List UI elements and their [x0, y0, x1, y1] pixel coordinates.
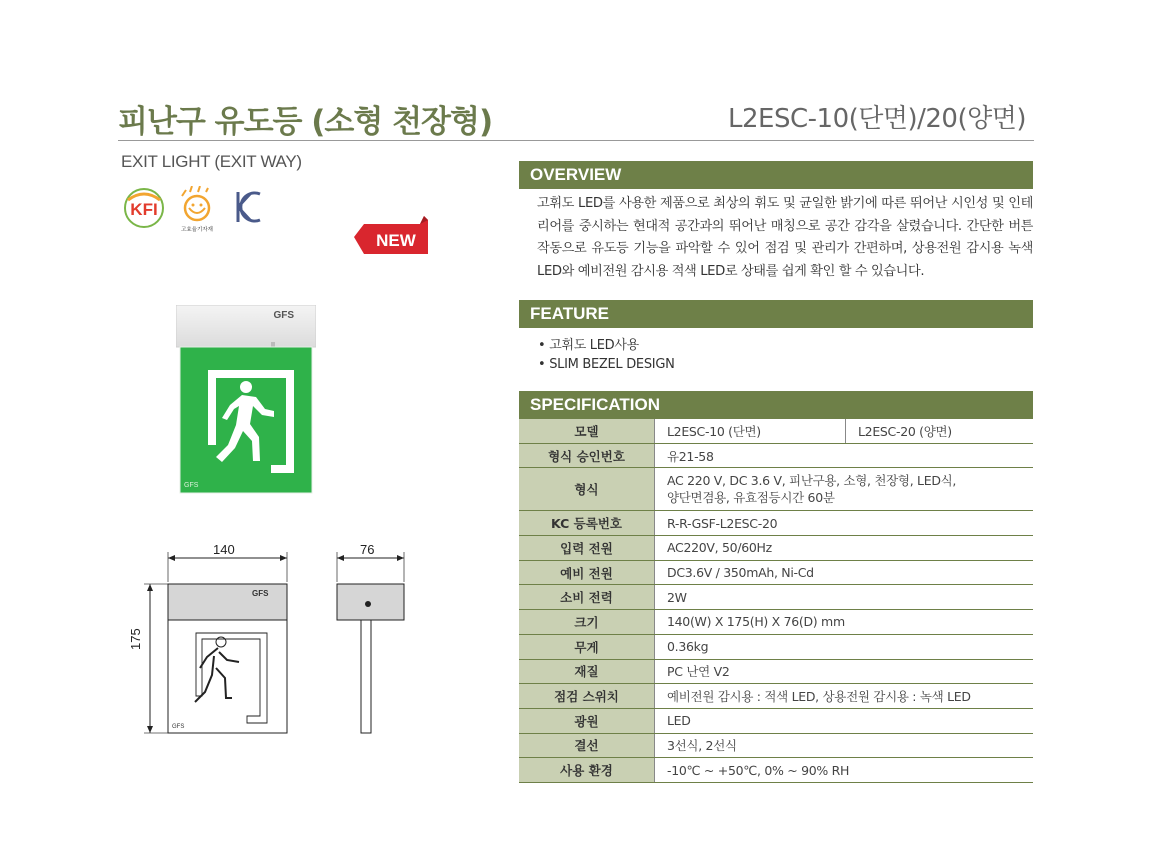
spec-value: PC 난연 V2 — [655, 659, 1034, 684]
spec-label: 형식 — [519, 468, 655, 511]
width-dimension-label: 140 — [213, 542, 235, 557]
spec-label: 무게 — [519, 634, 655, 659]
table-row — [519, 560, 1033, 585]
specification-heading: SPECIFICATION — [519, 391, 1033, 419]
spec-value: R-R-GSF-L2ESC-20 — [655, 511, 1034, 536]
table-row — [519, 684, 1033, 709]
spec-value: LED — [655, 708, 1034, 733]
page-subtitle: EXIT LIGHT (EXIT WAY) — [121, 152, 302, 171]
front-dimension-drawing — [130, 538, 300, 743]
table-row — [519, 443, 1033, 468]
feature-item: • SLIM BEZEL DESIGN — [538, 357, 675, 372]
spec-value: AC220V, 50/60Hz — [655, 536, 1034, 561]
kc-logo-icon — [232, 186, 266, 230]
spec-label: 사용 환경 — [519, 758, 655, 783]
table-row — [519, 758, 1033, 783]
svg-text:GFS: GFS — [252, 589, 269, 598]
product-photo — [176, 305, 316, 495]
table-row — [519, 634, 1033, 659]
height-dimension-label: 175 — [128, 628, 143, 650]
svg-text:GFS: GFS — [172, 724, 185, 730]
table-row — [519, 511, 1033, 536]
spec-label: 입력 전원 — [519, 536, 655, 561]
spec-value: 유21-58 — [655, 443, 1034, 468]
new-badge-label: NEW — [376, 231, 416, 250]
spec-label: 예비 전원 — [519, 560, 655, 585]
high-efficiency-text: 고효율기자재 — [181, 227, 213, 233]
overview-heading: OVERVIEW — [519, 161, 1033, 189]
spec-value: 2W — [655, 585, 1034, 610]
spec-label: KC 등록번호 — [519, 511, 655, 536]
spec-value: 예비전원 감시용 : 적색 LED, 상용전원 감시용 : 녹색 LED — [655, 684, 1034, 709]
feature-item: • 고휘도 LED사용 — [538, 338, 639, 353]
table-row — [519, 708, 1033, 733]
spec-value: DC3.6V / 350mAh, Ni-Cd — [655, 560, 1034, 585]
overview-text: 고휘도 LED를 사용한 제품으로 최상의 휘도 및 균일한 밝기에 따른 뛰어난 시인성 및 인테리어를 중시하는 현대적 공간과의 뛰어난 매칭으로 공간 감각을 살렸습니다. 간단한 버튼 작동으로 유도등 기능을 파악할 수 있어 점검 및 관리가 간편하며, 상용전원 감시용 녹색 LED와 예비전원 감시용 적색 LED로 상태를 쉽게 확인 할 수 있습니다. — [537, 196, 1033, 279]
spec-label: 소비 전력 — [519, 585, 655, 610]
table-row — [519, 536, 1033, 561]
spec-value: 140(W) X 175(H) X 76(D) mm — [655, 610, 1034, 635]
spec-label: 결선 — [519, 733, 655, 758]
spec-label: 모델 — [519, 419, 655, 443]
spec-label: 점검 스위치 — [519, 684, 655, 709]
table-row — [519, 585, 1033, 610]
product-brand-small: GFS — [184, 482, 199, 489]
table-row — [519, 468, 1033, 511]
spec-label: 형식 승인번호 — [519, 443, 655, 468]
feature-heading: FEATURE — [519, 300, 1033, 328]
spec-value — [655, 468, 1034, 511]
spec-value: 3선식, 2선식 — [655, 733, 1034, 758]
side-dimension-drawing — [330, 538, 410, 743]
table-row — [519, 419, 1033, 443]
kfi-logo-icon — [120, 186, 168, 230]
depth-dimension-label: 76 — [360, 542, 375, 557]
spec-value-line: 양단면겸용, 유효점등시간 60분 — [667, 490, 835, 506]
spec-value: L2ESC-20 (양면) — [846, 419, 1034, 443]
product-brand: GFS — [273, 310, 294, 321]
spec-value-line: AC 220 V, DC 3.6 V, 피난구용, 소형, 천장형, LED식, — [667, 473, 957, 489]
table-row — [519, 659, 1033, 684]
model-number: L2ESC-10(단면)/20(양면) — [728, 104, 1026, 134]
spec-label: 재질 — [519, 659, 655, 684]
kfi-text: KFI — [130, 200, 158, 219]
high-efficiency-logo-icon — [176, 186, 218, 233]
spec-value: -10℃ ~ +50℃, 0% ~ 90% RH — [655, 758, 1034, 783]
title-divider — [118, 140, 1034, 141]
specification-table — [519, 419, 1033, 783]
spec-label: 광원 — [519, 708, 655, 733]
page-title: 피난구 유도등 (소형 천장형) — [118, 104, 493, 140]
table-row — [519, 733, 1033, 758]
spec-label: 크기 — [519, 610, 655, 635]
new-badge — [354, 214, 430, 256]
table-row — [519, 610, 1033, 635]
spec-value: 0.36kg — [655, 634, 1034, 659]
spec-value: L2ESC-10 (단면) — [655, 419, 846, 443]
